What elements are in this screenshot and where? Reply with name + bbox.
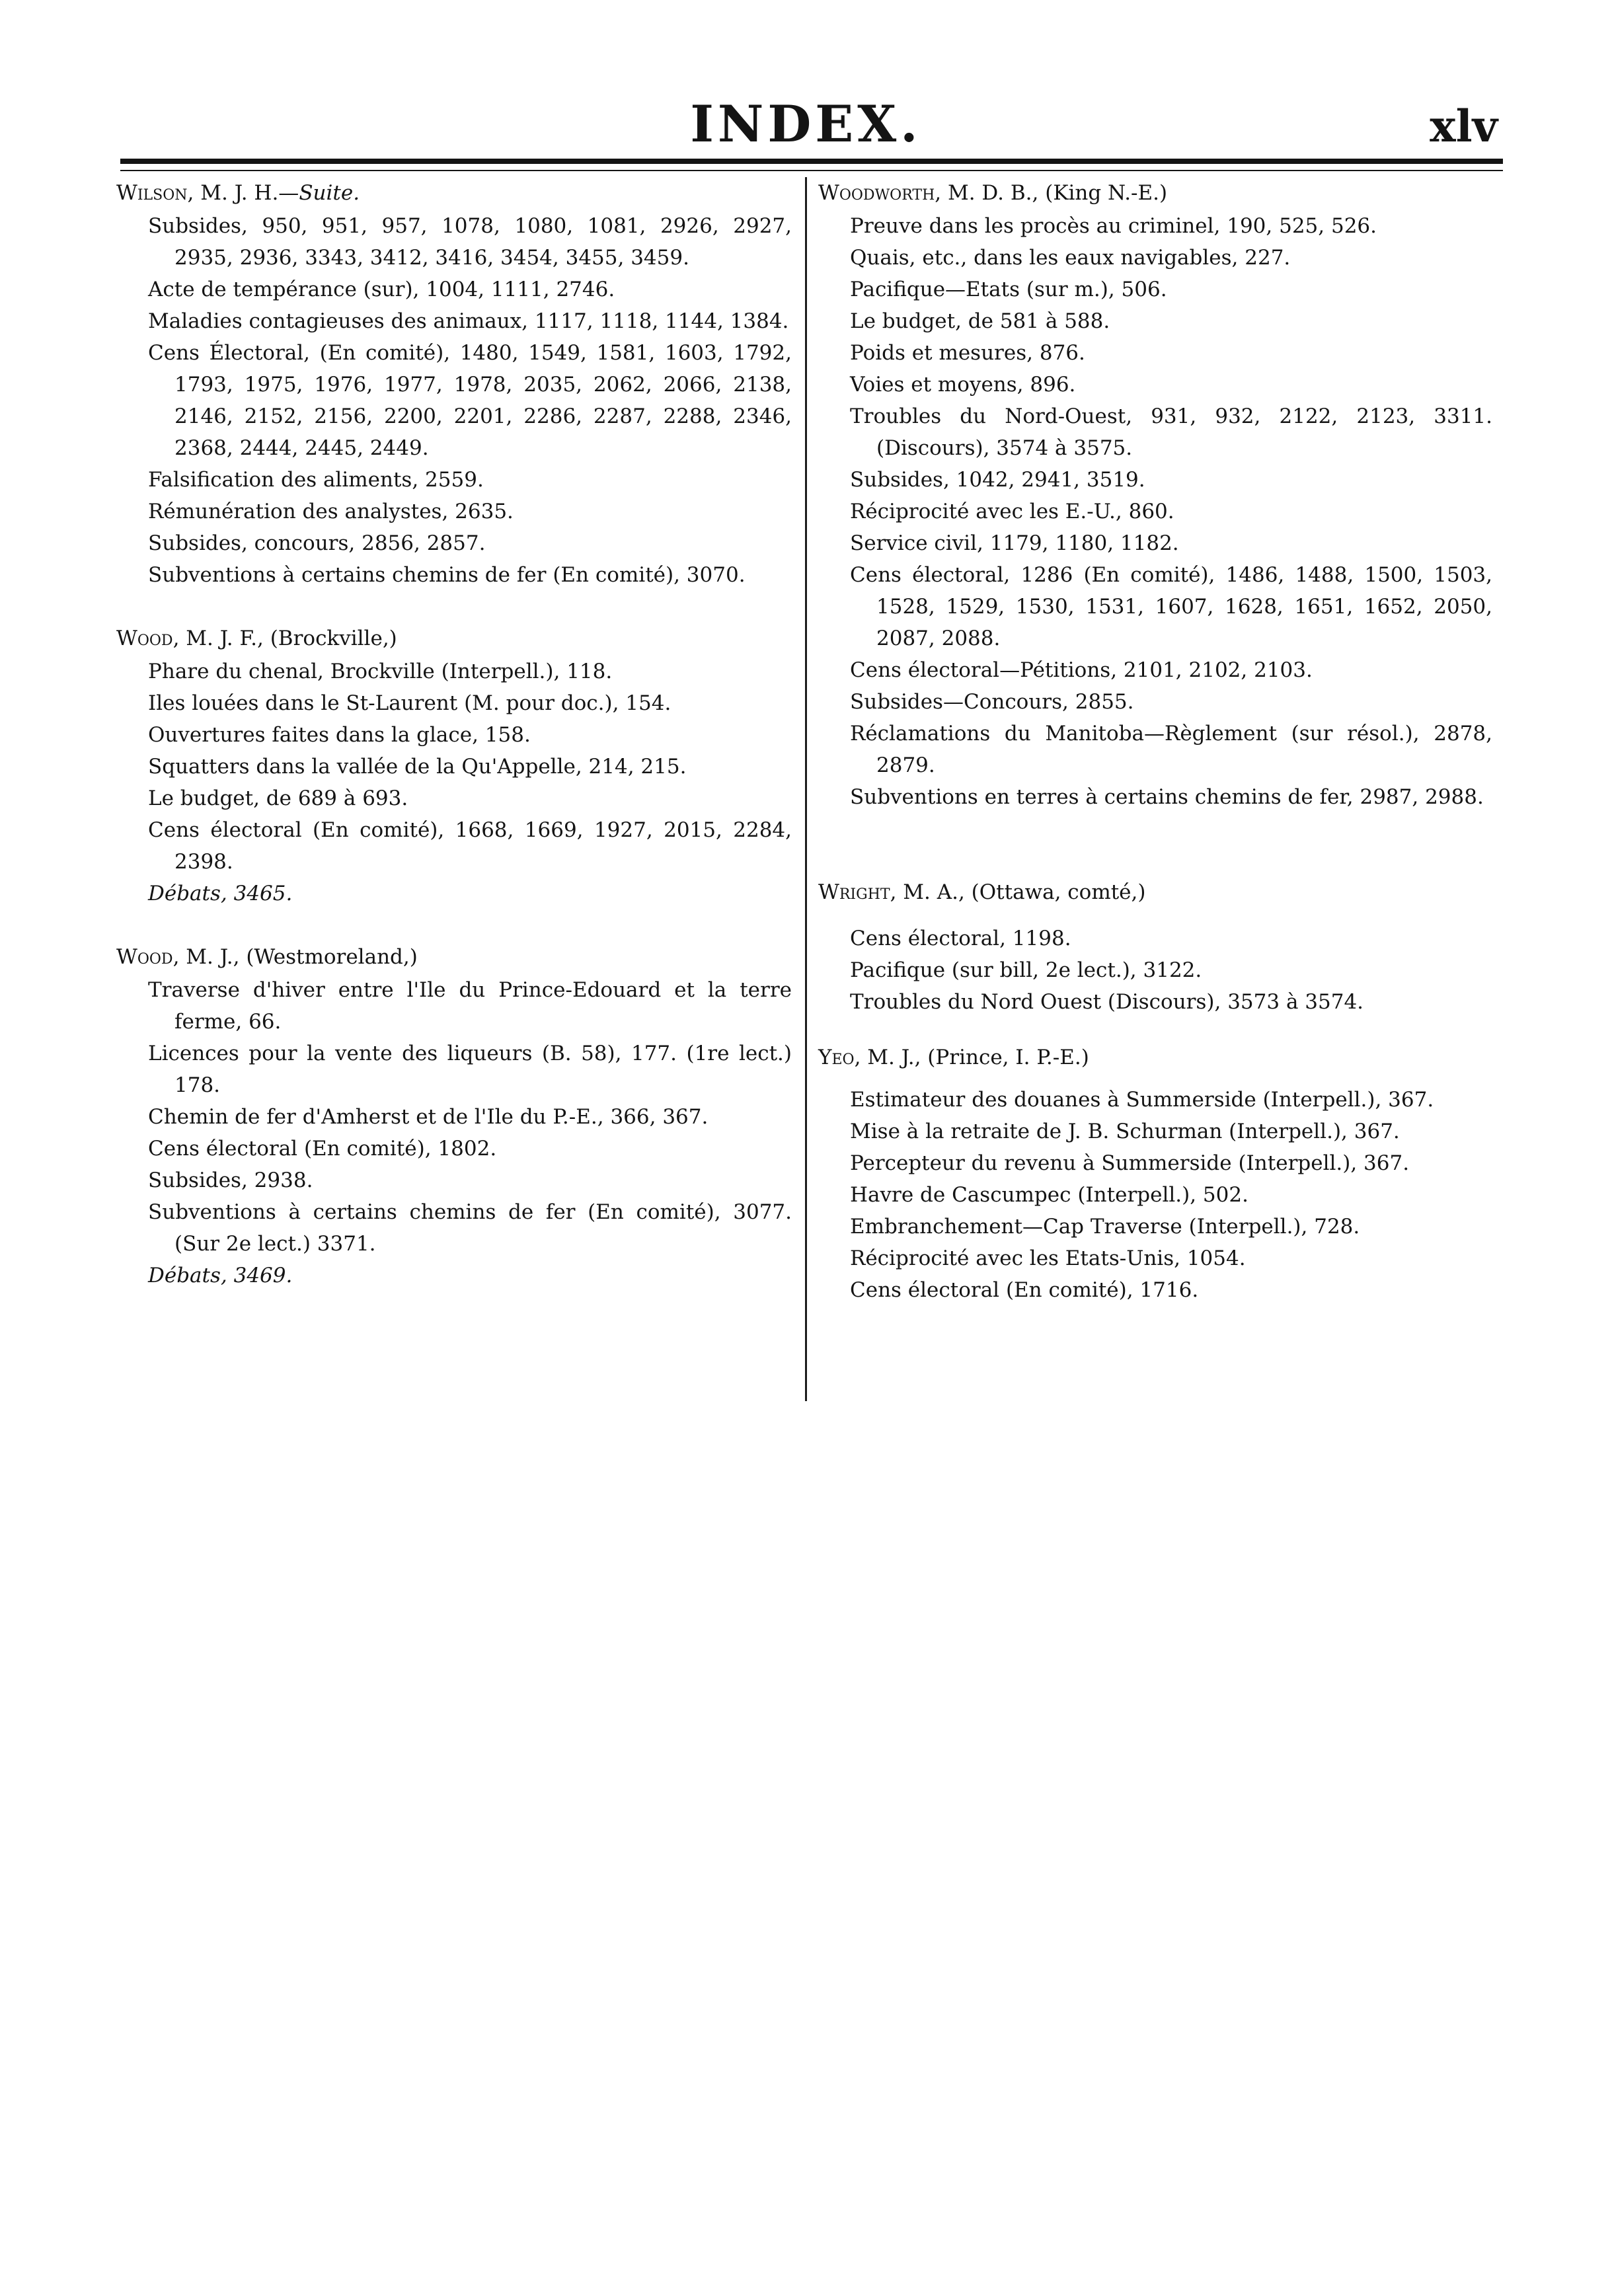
index-entry: Pacifique (sur bill, 2e lect.), 3122. bbox=[850, 958, 1202, 982]
index-entry: Troubles du Nord Ouest (Discours), 3573 à 3574. bbox=[850, 990, 1364, 1014]
index-entry: Subventions à certains chemins de fer (En comité), 3070. bbox=[148, 563, 746, 587]
heading-name: Woodworth bbox=[818, 181, 935, 205]
index-heading-wilson bbox=[116, 177, 792, 209]
index-entry: Falsification des aliments, 2559. bbox=[148, 468, 484, 492]
index-entry: Havre de Cascumpec (Interpell.), 502. bbox=[850, 1183, 1248, 1207]
index-entry: Cens Électoral, (En comité), 1480, 1549, 1581, 1603, 1792, 1793, 1975, 1976, 1977, 1978, 2035, 2062, 2066, 2138, 2146, 2152, 2156, 2200, 2201, 2286, 2287, 2288, 2346, 2368, 2444, 2445, 2449. bbox=[148, 341, 792, 460]
index-heading-wright bbox=[818, 876, 1492, 908]
index-entry: Cens électoral, 1286 (En comité), 1486, 1488, 1500, 1503, 1528, 1529, 1530, 1531, 1607, 1628, 1651, 1652, 2050, 2087, 2088. bbox=[850, 563, 1492, 650]
index-entry: Voies et moyens, 896. bbox=[850, 373, 1076, 397]
index-entry: Troubles du Nord-Ouest, 931, 932, 2122, 2123, 3311. (Discours), 3574 à 3575. bbox=[850, 404, 1492, 460]
index-entry: Cens électoral—Pétitions, 2101, 2102, 2103. bbox=[850, 658, 1313, 682]
index-entry: Subsides, 2938. bbox=[148, 1168, 313, 1192]
page-title: INDEX. bbox=[690, 95, 922, 153]
heading-detail: , M. J., (Westmoreland,) bbox=[173, 945, 418, 969]
index-entry: Réciprocité avec les E.-U., 860. bbox=[850, 500, 1174, 523]
index-entry: Le budget, de 581 à 588. bbox=[850, 309, 1110, 333]
index-entry: Phare du chenal, Brockville (Interpell.), 118. bbox=[148, 660, 613, 683]
index-entry: Cens électoral, 1198. bbox=[850, 927, 1071, 950]
heading-detail: , M. A., (Ottawa, comté,) bbox=[890, 880, 1146, 904]
index-entry: Subsides, 950, 951, 957, 1078, 1080, 1081, 2926, 2927, 2935, 2936, 3343, 3412, 3416, 3454, 3455, 3459. bbox=[148, 214, 792, 270]
heading-detail: , M. J. H.— bbox=[187, 181, 299, 205]
index-entry: Embranchement—Cap Traverse (Interpell.), 728. bbox=[850, 1215, 1360, 1239]
index-entry: Subventions en terres à certains chemins de fer, 2987, 2988. bbox=[850, 785, 1484, 809]
index-entry: Ouvertures faites dans la glace, 158. bbox=[148, 723, 531, 747]
index-entry: Pacifique—Etats (sur m.), 506. bbox=[850, 278, 1167, 301]
heading-name: Yeo bbox=[818, 1046, 855, 1069]
index-entry: Acte de tempérance (sur), 1004, 1111, 2746. bbox=[148, 278, 615, 301]
index-entry: Réciprocité avec les Etats-Unis, 1054. bbox=[850, 1246, 1246, 1270]
header-rule-thick bbox=[120, 159, 1503, 164]
index-entry: Quais, etc., dans les eaux navigables, 227. bbox=[850, 246, 1291, 270]
heading-detail: , M. J. F., (Brockville,) bbox=[173, 627, 397, 650]
left-column bbox=[116, 177, 792, 1291]
index-entry: Percepteur du revenu à Summerside (Interpell.), 367. bbox=[850, 1151, 1410, 1175]
index-entry: Estimateur des douanes à Summerside (Interpell.), 367. bbox=[850, 1088, 1434, 1112]
page-number: xlv bbox=[1430, 100, 1498, 152]
heading-detail: , M. J., (Prince, I. P.-E.) bbox=[854, 1046, 1089, 1069]
index-entry-debats: Débats, 3465. bbox=[148, 882, 293, 905]
index-entry: Licences pour la vente des liqueurs (B. 58), 177. (1re lect.) 178. bbox=[148, 1042, 792, 1097]
heading-name: Wood bbox=[116, 945, 173, 969]
header-rule-thin bbox=[120, 170, 1503, 171]
index-entry: Poids et mesures, 876. bbox=[850, 341, 1085, 365]
index-entry: Cens électoral (En comité), 1802. bbox=[148, 1137, 497, 1161]
index-entry: Iles louées dans le St-Laurent (M. pour doc.), 154. bbox=[148, 691, 672, 715]
index-heading-woodworth bbox=[818, 177, 1492, 209]
index-entry: Preuve dans les procès au criminel, 190, 525, 526. bbox=[850, 214, 1377, 238]
index-entry: Cens électoral (En comité), 1668, 1669, 1927, 2015, 2284, 2398. bbox=[148, 818, 792, 874]
index-entry: Subventions à certains chemins de fer (En comité), 3077. (Sur 2e lect.) 3371. bbox=[148, 1200, 792, 1256]
index-entry: Mise à la retraite de J. B. Schurman (Interpell.), 367. bbox=[850, 1120, 1400, 1143]
index-entry: Chemin de fer d'Amherst et de l'Ile du P.-E., 366, 367. bbox=[148, 1105, 709, 1129]
index-entry: Le budget, de 689 à 693. bbox=[148, 786, 408, 810]
index-entry: Maladies contagieuses des animaux, 1117, 1118, 1144, 1384. bbox=[148, 309, 789, 333]
index-entry: Cens électoral (En comité), 1716. bbox=[850, 1278, 1199, 1302]
heading-suite: Suite. bbox=[299, 181, 360, 205]
index-entry: Subsides—Concours, 2855. bbox=[850, 690, 1134, 714]
heading-detail: , M. D. B., (King N.-E.) bbox=[935, 181, 1168, 205]
heading-name: Wright bbox=[818, 880, 890, 904]
column-divider bbox=[805, 177, 807, 1401]
right-column bbox=[818, 177, 1492, 1306]
index-entry: Subsides, concours, 2856, 2857. bbox=[148, 531, 486, 555]
heading-name: Wood bbox=[116, 627, 173, 650]
index-entry: Subsides, 1042, 2941, 3519. bbox=[850, 468, 1145, 492]
heading-name: Wilson bbox=[116, 181, 188, 205]
index-entry: Réclamations du Manitoba—Règlement (sur résol.), 2878, 2879. bbox=[850, 722, 1492, 777]
index-heading-wood-j bbox=[116, 941, 792, 973]
index-entry: Rémunération des analystes, 2635. bbox=[148, 500, 514, 523]
index-entry-debats: Débats, 3469. bbox=[148, 1264, 293, 1287]
index-entry: Squatters dans la vallée de la Qu'Appelle, 214, 215. bbox=[148, 755, 687, 779]
index-entry: Traverse d'hiver entre l'Ile du Prince-Edouard et la terre ferme, 66. bbox=[148, 978, 792, 1034]
index-heading-yeo bbox=[818, 1042, 1492, 1073]
index-heading-wood-jf bbox=[116, 623, 792, 654]
index-entry: Service civil, 1179, 1180, 1182. bbox=[850, 531, 1179, 555]
